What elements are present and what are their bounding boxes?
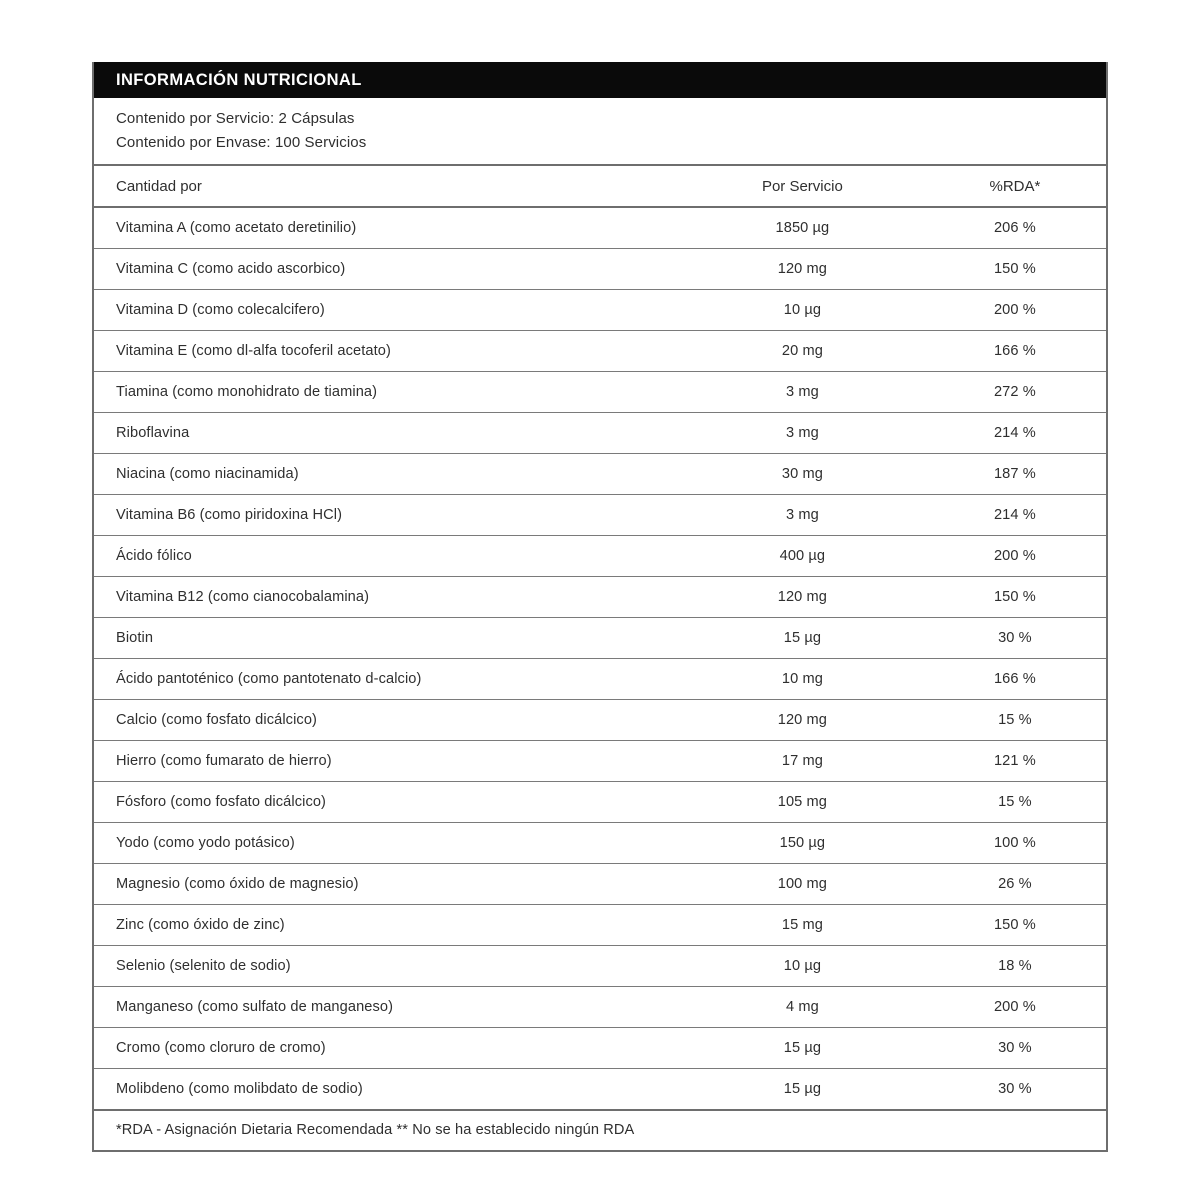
nutrient-rda: 15 % (924, 700, 1106, 741)
table-row (94, 372, 1106, 413)
servings-per-container-line: Contenido por Envase: 100 Servicios (116, 134, 367, 151)
nutrient-amount: 120 mg (681, 700, 924, 741)
nutrient-name: Tiamina (como monohidrato de tiamina) (94, 372, 681, 413)
table-row (94, 864, 1106, 905)
nutrient-amount: 10 µg (681, 946, 924, 987)
nutrition-table-head (94, 166, 1106, 207)
nutrient-name: Riboflavina (94, 413, 681, 454)
nutrient-amount: 10 mg (681, 659, 924, 700)
nutrient-amount: 120 mg (681, 249, 924, 290)
nutrient-rda: 200 % (924, 987, 1106, 1028)
table-row (94, 823, 1106, 864)
nutrient-rda: 100 % (924, 823, 1106, 864)
nutrient-name: Vitamina B6 (como piridoxina HCl) (94, 495, 681, 536)
nutrient-rda: 18 % (924, 946, 1106, 987)
nutrient-amount: 17 mg (681, 741, 924, 782)
table-row (94, 207, 1106, 249)
nutrient-rda: 150 % (924, 577, 1106, 618)
nutrient-rda: 187 % (924, 454, 1106, 495)
nutrient-amount: 30 mg (681, 454, 924, 495)
nutrient-name: Zinc (como óxido de zinc) (94, 905, 681, 946)
nutrient-rda: 150 % (924, 249, 1106, 290)
table-row (94, 1028, 1106, 1069)
nutrient-amount: 150 µg (681, 823, 924, 864)
footnote: *RDA - Asignación Dietaria Recomendada ** No se ha establecido ningún RDA (94, 1111, 1106, 1152)
nutrition-facts-panel (92, 62, 1108, 1152)
nutrient-amount: 3 mg (681, 495, 924, 536)
nutrient-rda: 30 % (924, 1028, 1106, 1069)
serving-size-line: Contenido por Servicio: 2 Cápsulas (116, 110, 355, 127)
column-header-amount: Por Servicio (681, 166, 924, 207)
nutrient-amount: 120 mg (681, 577, 924, 618)
nutrient-amount: 1850 µg (681, 207, 924, 249)
nutrient-amount: 4 mg (681, 987, 924, 1028)
serving-info-block (94, 98, 1106, 166)
table-row (94, 1069, 1106, 1111)
nutrient-rda: 30 % (924, 1069, 1106, 1111)
nutrient-amount: 20 mg (681, 331, 924, 372)
nutrient-name: Niacina (como niacinamida) (94, 454, 681, 495)
table-row (94, 454, 1106, 495)
nutrient-name: Selenio (selenito de sodio) (94, 946, 681, 987)
nutrient-amount: 105 mg (681, 782, 924, 823)
table-row (94, 987, 1106, 1028)
nutrition-table-body (94, 207, 1106, 1110)
nutrient-rda: 166 % (924, 331, 1106, 372)
nutrient-name: Vitamina E (como dl-alfa tocoferil acetato) (94, 331, 681, 372)
table-row (94, 946, 1106, 987)
nutrient-amount: 3 mg (681, 372, 924, 413)
nutrient-amount: 100 mg (681, 864, 924, 905)
nutrient-rda: 30 % (924, 618, 1106, 659)
column-header-rda: %RDA* (924, 166, 1106, 207)
nutrient-name: Cromo (como cloruro de cromo) (94, 1028, 681, 1069)
table-row (94, 782, 1106, 823)
table-row (94, 413, 1106, 454)
nutrient-name: Ácido pantoténico (como pantotenato d-calcio) (94, 659, 681, 700)
table-row (94, 741, 1106, 782)
nutrient-name: Calcio (como fosfato dicálcico) (94, 700, 681, 741)
nutrient-rda: 26 % (924, 864, 1106, 905)
panel-title: INFORMACIÓN NUTRICIONAL (116, 70, 362, 89)
table-row (94, 495, 1106, 536)
nutrient-rda: 150 % (924, 905, 1106, 946)
nutrient-amount: 400 µg (681, 536, 924, 577)
nutrient-name: Biotin (94, 618, 681, 659)
nutrient-rda: 166 % (924, 659, 1106, 700)
table-row (94, 659, 1106, 700)
nutrient-amount: 15 µg (681, 618, 924, 659)
nutrient-amount: 10 µg (681, 290, 924, 331)
nutrient-rda: 121 % (924, 741, 1106, 782)
table-row (94, 905, 1106, 946)
nutrient-amount: 15 µg (681, 1069, 924, 1111)
nutrient-name: Fósforo (como fosfato dicálcico) (94, 782, 681, 823)
table-row (94, 249, 1106, 290)
table-row (94, 536, 1106, 577)
nutrient-name: Magnesio (como óxido de magnesio) (94, 864, 681, 905)
nutrition-title-bar (94, 62, 1106, 98)
nutrient-rda: 200 % (924, 290, 1106, 331)
nutrient-name: Vitamina B12 (como cianocobalamina) (94, 577, 681, 618)
nutrient-name: Manganeso (como sulfato de manganeso) (94, 987, 681, 1028)
nutrient-rda: 272 % (924, 372, 1106, 413)
nutrient-name: Vitamina D (como colecalcifero) (94, 290, 681, 331)
nutrient-rda: 200 % (924, 536, 1106, 577)
nutrient-rda: 214 % (924, 413, 1106, 454)
nutrient-amount: 15 µg (681, 1028, 924, 1069)
nutrient-name: Molibdeno (como molibdato de sodio) (94, 1069, 681, 1111)
column-header-name: Cantidad por (94, 166, 681, 207)
nutrition-table (94, 166, 1106, 1111)
table-row (94, 331, 1106, 372)
nutrient-name: Vitamina A (como acetato deretinilio) (94, 207, 681, 249)
table-header-row (94, 166, 1106, 207)
nutrient-name: Ácido fólico (94, 536, 681, 577)
nutrient-amount: 3 mg (681, 413, 924, 454)
nutrient-rda: 206 % (924, 207, 1106, 249)
nutrient-amount: 15 mg (681, 905, 924, 946)
nutrient-rda: 15 % (924, 782, 1106, 823)
table-row (94, 618, 1106, 659)
table-row (94, 577, 1106, 618)
nutrient-rda: 214 % (924, 495, 1106, 536)
nutrient-name: Vitamina C (como acido ascorbico) (94, 249, 681, 290)
table-row (94, 290, 1106, 331)
nutrient-name: Yodo (como yodo potásico) (94, 823, 681, 864)
table-row (94, 700, 1106, 741)
nutrient-name: Hierro (como fumarato de hierro) (94, 741, 681, 782)
